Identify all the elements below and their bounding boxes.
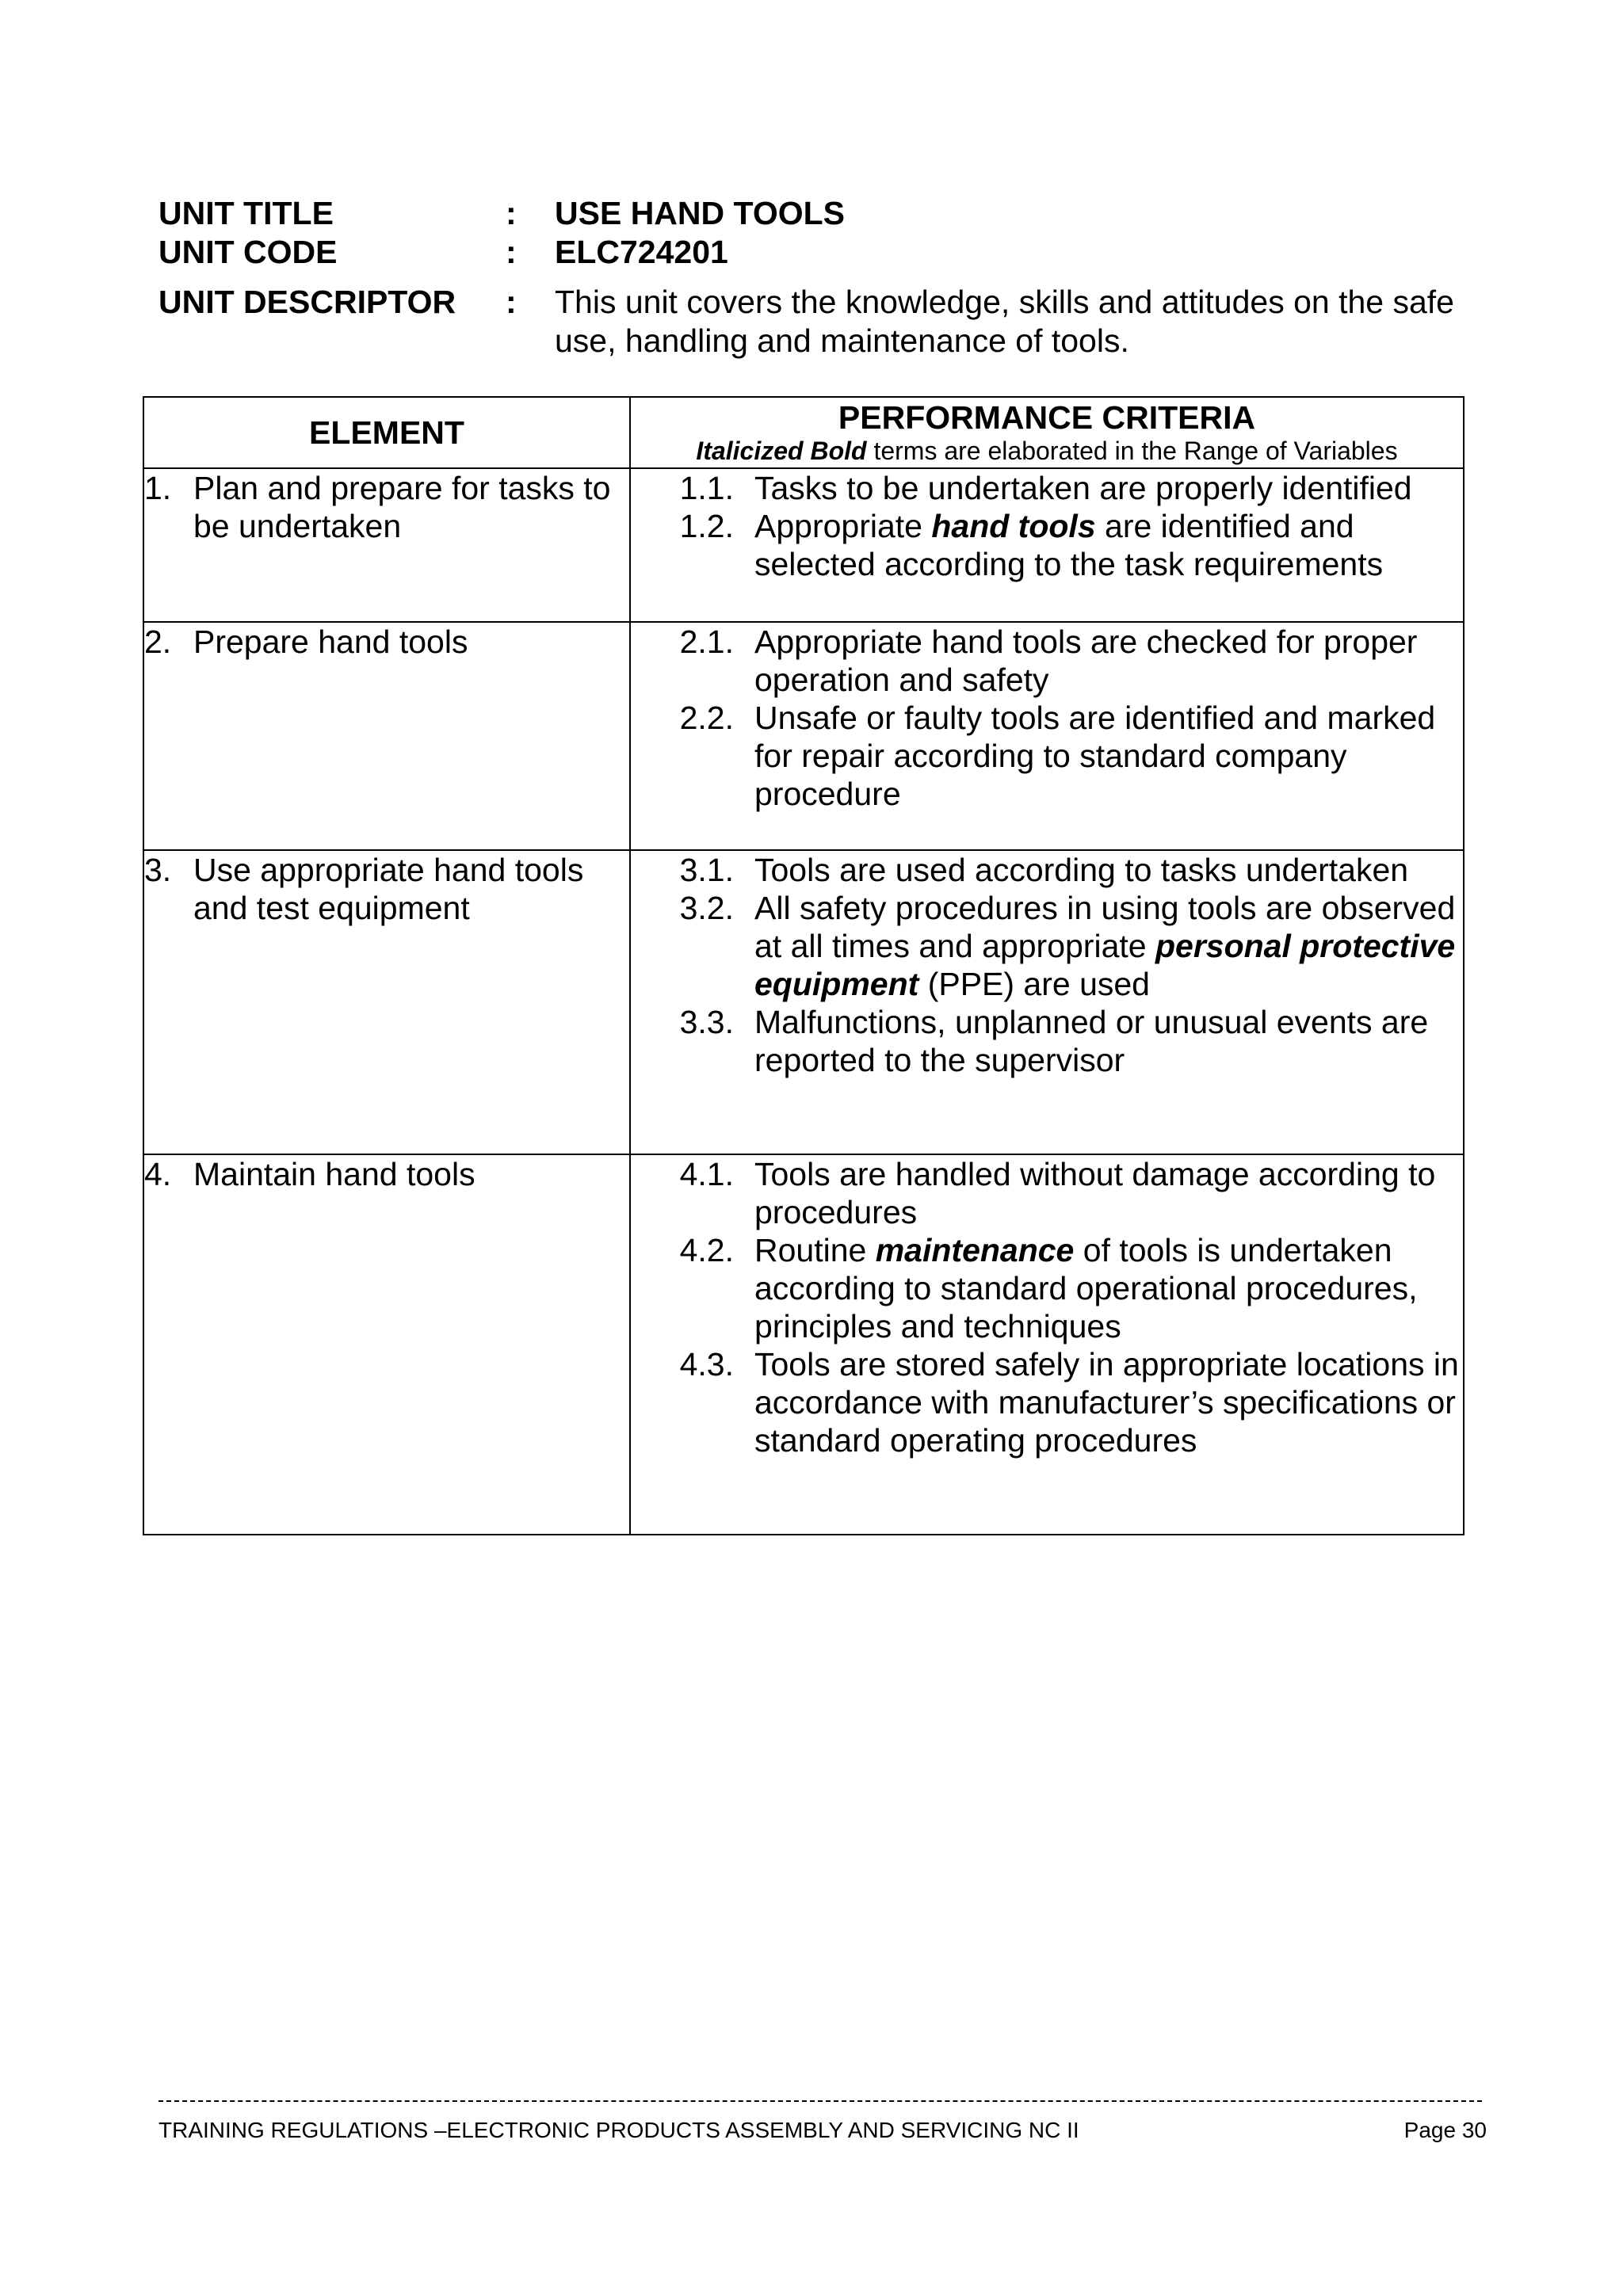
criterion-text-part: are identified and selected according to the task requirements [754,508,1384,582]
criterion-text-part: Malfunctions, unplanned or unusual events are reported to the supervisor [754,1004,1429,1078]
criterion-item [631,623,1463,699]
criterion-text-part: (PPE) are used [918,966,1150,1002]
unit-descriptor-row [158,283,1490,360]
criterion-text [754,851,1463,889]
criterion-number: 1.2. [679,508,734,544]
unit-title-row [158,194,1490,233]
unit-descriptor-label: UNIT DESCRIPTOR [158,284,456,320]
criterion-text-part: Appropriate [754,508,932,544]
criterion-text-part: of tools is undertaken according to standard operational procedures, principles and techniques [754,1232,1418,1344]
criterion-text [754,1155,1463,1231]
separator: : [506,284,517,320]
criteria-header-title: PERFORMANCE CRITERIA [838,399,1256,436]
element-text: Maintain hand tools [193,1156,475,1192]
criterion-text-part: Tools are handled without damage according to procedures [754,1156,1436,1230]
criterion-text [754,1345,1463,1459]
criteria-header-note [631,436,1463,466]
footer-divider [158,2100,1482,2102]
element-cell [143,1154,630,1535]
criterion-term: personal protective equipment [754,928,1456,1002]
page-footer [158,2117,1487,2144]
unit-code-value: ELC724201 [555,234,728,270]
criteria-header [630,397,1464,468]
criterion-text-part: Tools are used according to tasks undertaken [754,852,1409,888]
separator: : [506,195,517,231]
table-row [143,468,1464,622]
criterion-number: 2.1. [679,624,734,660]
unit-descriptor-value: This unit covers the knowledge, skills and attitudes on the safe use, handling and maintenance of tools. [555,284,1454,359]
criteria-cell [630,1154,1464,1535]
element-number: 4. [144,1156,172,1192]
element-cell [143,622,630,850]
criterion-text-part: Tasks to be undertaken are properly identified [754,470,1412,506]
table-row [143,622,1464,850]
criterion-number: 3.3. [679,1004,734,1040]
element-header-text: ELEMENT [309,414,464,451]
criterion-text-part: All safety procedures in using tools are observed at all times and appropriate [754,890,1456,964]
criterion-number: 4.2. [679,1232,734,1268]
criterion-text [754,889,1463,1003]
criterion-text [754,623,1463,699]
element-text: Use appropriate hand tools and test equipment [193,852,584,926]
element-cell [143,468,630,622]
criterion-text-part: Routine [754,1232,876,1268]
footer-document-title: TRAINING REGULATIONS –ELECTRONIC PRODUCTS ASSEMBLY AND SERVICING NC II [158,2118,1079,2142]
element-text: Plan and prepare for tasks to be undertaken [193,470,611,544]
element-number: 1. [144,470,172,506]
criterion-item [631,889,1463,1003]
criterion-item [631,1345,1463,1459]
criterion-text [754,469,1463,507]
criterion-text-part: Unsafe or faulty tools are identified and marked for repair according to standard company procedure [754,700,1436,812]
criterion-text [754,1231,1463,1345]
criterion-item [631,1231,1463,1345]
criteria-note-text: terms are elaborated in the Range of Variables [866,437,1398,465]
criteria-cell [630,468,1464,622]
criterion-item [631,1155,1463,1231]
element-header [143,397,630,468]
criterion-number: 3.1. [679,852,734,888]
criterion-item [631,507,1463,583]
criterion-item [631,1003,1463,1079]
criteria-note-bold: Italicized Bold [696,437,867,465]
criterion-item [631,469,1463,507]
criterion-number: 4.3. [679,1346,734,1383]
page-number: Page 30 [1403,2118,1487,2142]
unit-code-label: UNIT CODE [158,234,338,270]
criterion-number: 2.2. [679,700,734,736]
element-text: Prepare hand tools [193,624,468,660]
element-cell [143,850,630,1154]
element-number: 3. [144,852,172,888]
performance-criteria-table [143,396,1465,1535]
criterion-item [631,699,1463,813]
separator: : [506,234,517,270]
unit-title-label: UNIT TITLE [158,195,334,231]
criteria-cell [630,622,1464,850]
criterion-term: maintenance [875,1232,1075,1268]
criterion-text [754,699,1463,813]
criterion-text-part: Appropriate hand tools are checked for proper operation and safety [754,624,1418,698]
criterion-text [754,1003,1463,1079]
criterion-text-part: Tools are stored safely in appropriate locations in accordance with manufacturer’s specifications or standard operating procedures [754,1346,1459,1459]
table-row [143,1154,1464,1535]
unit-code-row [158,233,1490,272]
criterion-number: 1.1. [679,470,734,506]
criteria-cell [630,850,1464,1154]
table-header-row [143,397,1464,468]
table-row [143,850,1464,1154]
unit-header [158,194,1490,360]
criterion-number: 3.2. [679,890,734,926]
criterion-term: hand tools [931,508,1096,544]
criterion-text [754,507,1463,583]
criterion-number: 4.1. [679,1156,734,1192]
element-number: 2. [144,624,172,660]
criterion-item [631,851,1463,889]
unit-title-value: USE HAND TOOLS [555,195,845,231]
